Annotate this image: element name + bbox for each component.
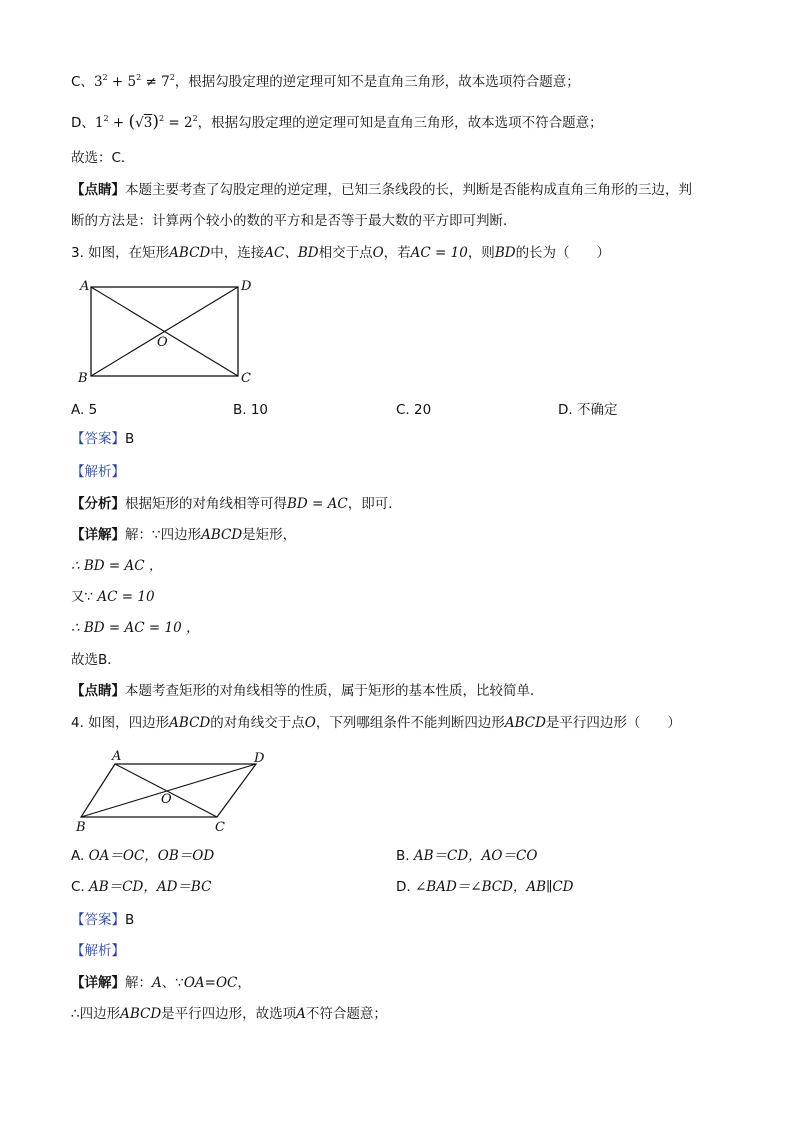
- diagonal-bd: [81, 764, 256, 817]
- question-4-stem: 4. 如图，四边形ABCD的对角线交于点O，下列哪组条件不能判断四边形ABCD是平行四边形（ ）: [71, 715, 681, 731]
- q3-step-3: ∴ BD = AC = 10 ，: [71, 620, 200, 636]
- q4-option-d: D. ∠BAD＝∠BCD，AB∥CD: [396, 879, 574, 895]
- choice-line-2: 故选B．: [71, 652, 121, 668]
- label-a: A: [112, 749, 122, 764]
- label-c: C: [241, 371, 251, 386]
- label-b: B: [76, 820, 86, 835]
- comment-1-line-b: 断的方法是：计算两个较小的数的平方和是否等于最大数的平方即可判断．: [71, 213, 517, 229]
- option-d-explanation: D、$1^2 + (√3)^2 = 2^2$，根据勾股定理的逆定理可知是直角三角形，故本选项不符合题意；: [71, 112, 603, 132]
- q3-analysis: 【分析】根据矩形的对角线相等可得BD = AC，即可．: [71, 496, 402, 512]
- q3-option-a: A. 5: [71, 402, 98, 418]
- q4-answer: 【答案】B: [71, 912, 135, 928]
- label-c: C: [215, 820, 225, 835]
- q4-detail: 【详解】解：A、∵OA=OC，: [71, 975, 251, 991]
- q3-analysis-tag: 【解析】: [71, 464, 125, 480]
- label-d: D: [254, 751, 265, 766]
- q4-analysis-tag: 【解析】: [71, 943, 125, 959]
- rectangle-diagram: [70, 272, 270, 390]
- choice-line-1: 故选：C．: [71, 150, 135, 166]
- parallelogram-diagram: [70, 742, 280, 837]
- q3-option-b: B. 10: [233, 402, 269, 418]
- comment-2: 【点睛】本题考查矩形的对角线相等的性质，属于矩形的基本性质，比较简单．: [71, 683, 544, 699]
- q4-option-b: B. AB＝CD，AO＝CO: [396, 848, 538, 864]
- label-d: D: [241, 279, 252, 294]
- q3-answer: 【答案】B: [71, 431, 135, 447]
- q4-conclusion: ∴四边形ABCD是平行四边形，故选项A不符合题意；: [71, 1006, 387, 1022]
- formula-c: $3^2 + 5^2 \ne 7^2$: [93, 73, 175, 90]
- q3-option-d: D. 不确定: [558, 402, 618, 418]
- label-b: B: [78, 371, 88, 386]
- q3-option-c: C. 20: [396, 402, 432, 418]
- q3-detail: 【详解】解：∵四边形ABCD是矩形，: [71, 527, 297, 543]
- label-o: O: [161, 792, 172, 807]
- option-c-explanation: C、$3^2 + 5^2 \ne 7^2$，根据勾股定理的逆定理可知不是直角三角形，故本选项符合题意；: [71, 73, 580, 90]
- formula-d: $1^2 + (√3)^2 = 2^2$: [94, 112, 198, 132]
- question-3-stem: 3. 如图，在矩形ABCD中，连接AC、BD相交于点O，若AC = 10，则BD的长为（ ）: [71, 245, 611, 261]
- q3-step-1: ∴ BD = AC ，: [71, 558, 163, 574]
- q3-step-2: 又∵ AC = 10: [71, 589, 155, 605]
- q4-option-c: C. AB＝CD，AD＝BC: [71, 879, 212, 895]
- diagonal-ac: [115, 764, 217, 817]
- comment-1-line-a: 【点睛】本题主要考查了勾股定理的逆定理，已知三条线段的长，判断是否能构成直角三角形的三边，判: [71, 182, 692, 198]
- label-a: A: [80, 279, 90, 294]
- q4-option-a: A. OA＝OC，OB＝OD: [71, 848, 215, 864]
- label-o: O: [157, 335, 168, 350]
